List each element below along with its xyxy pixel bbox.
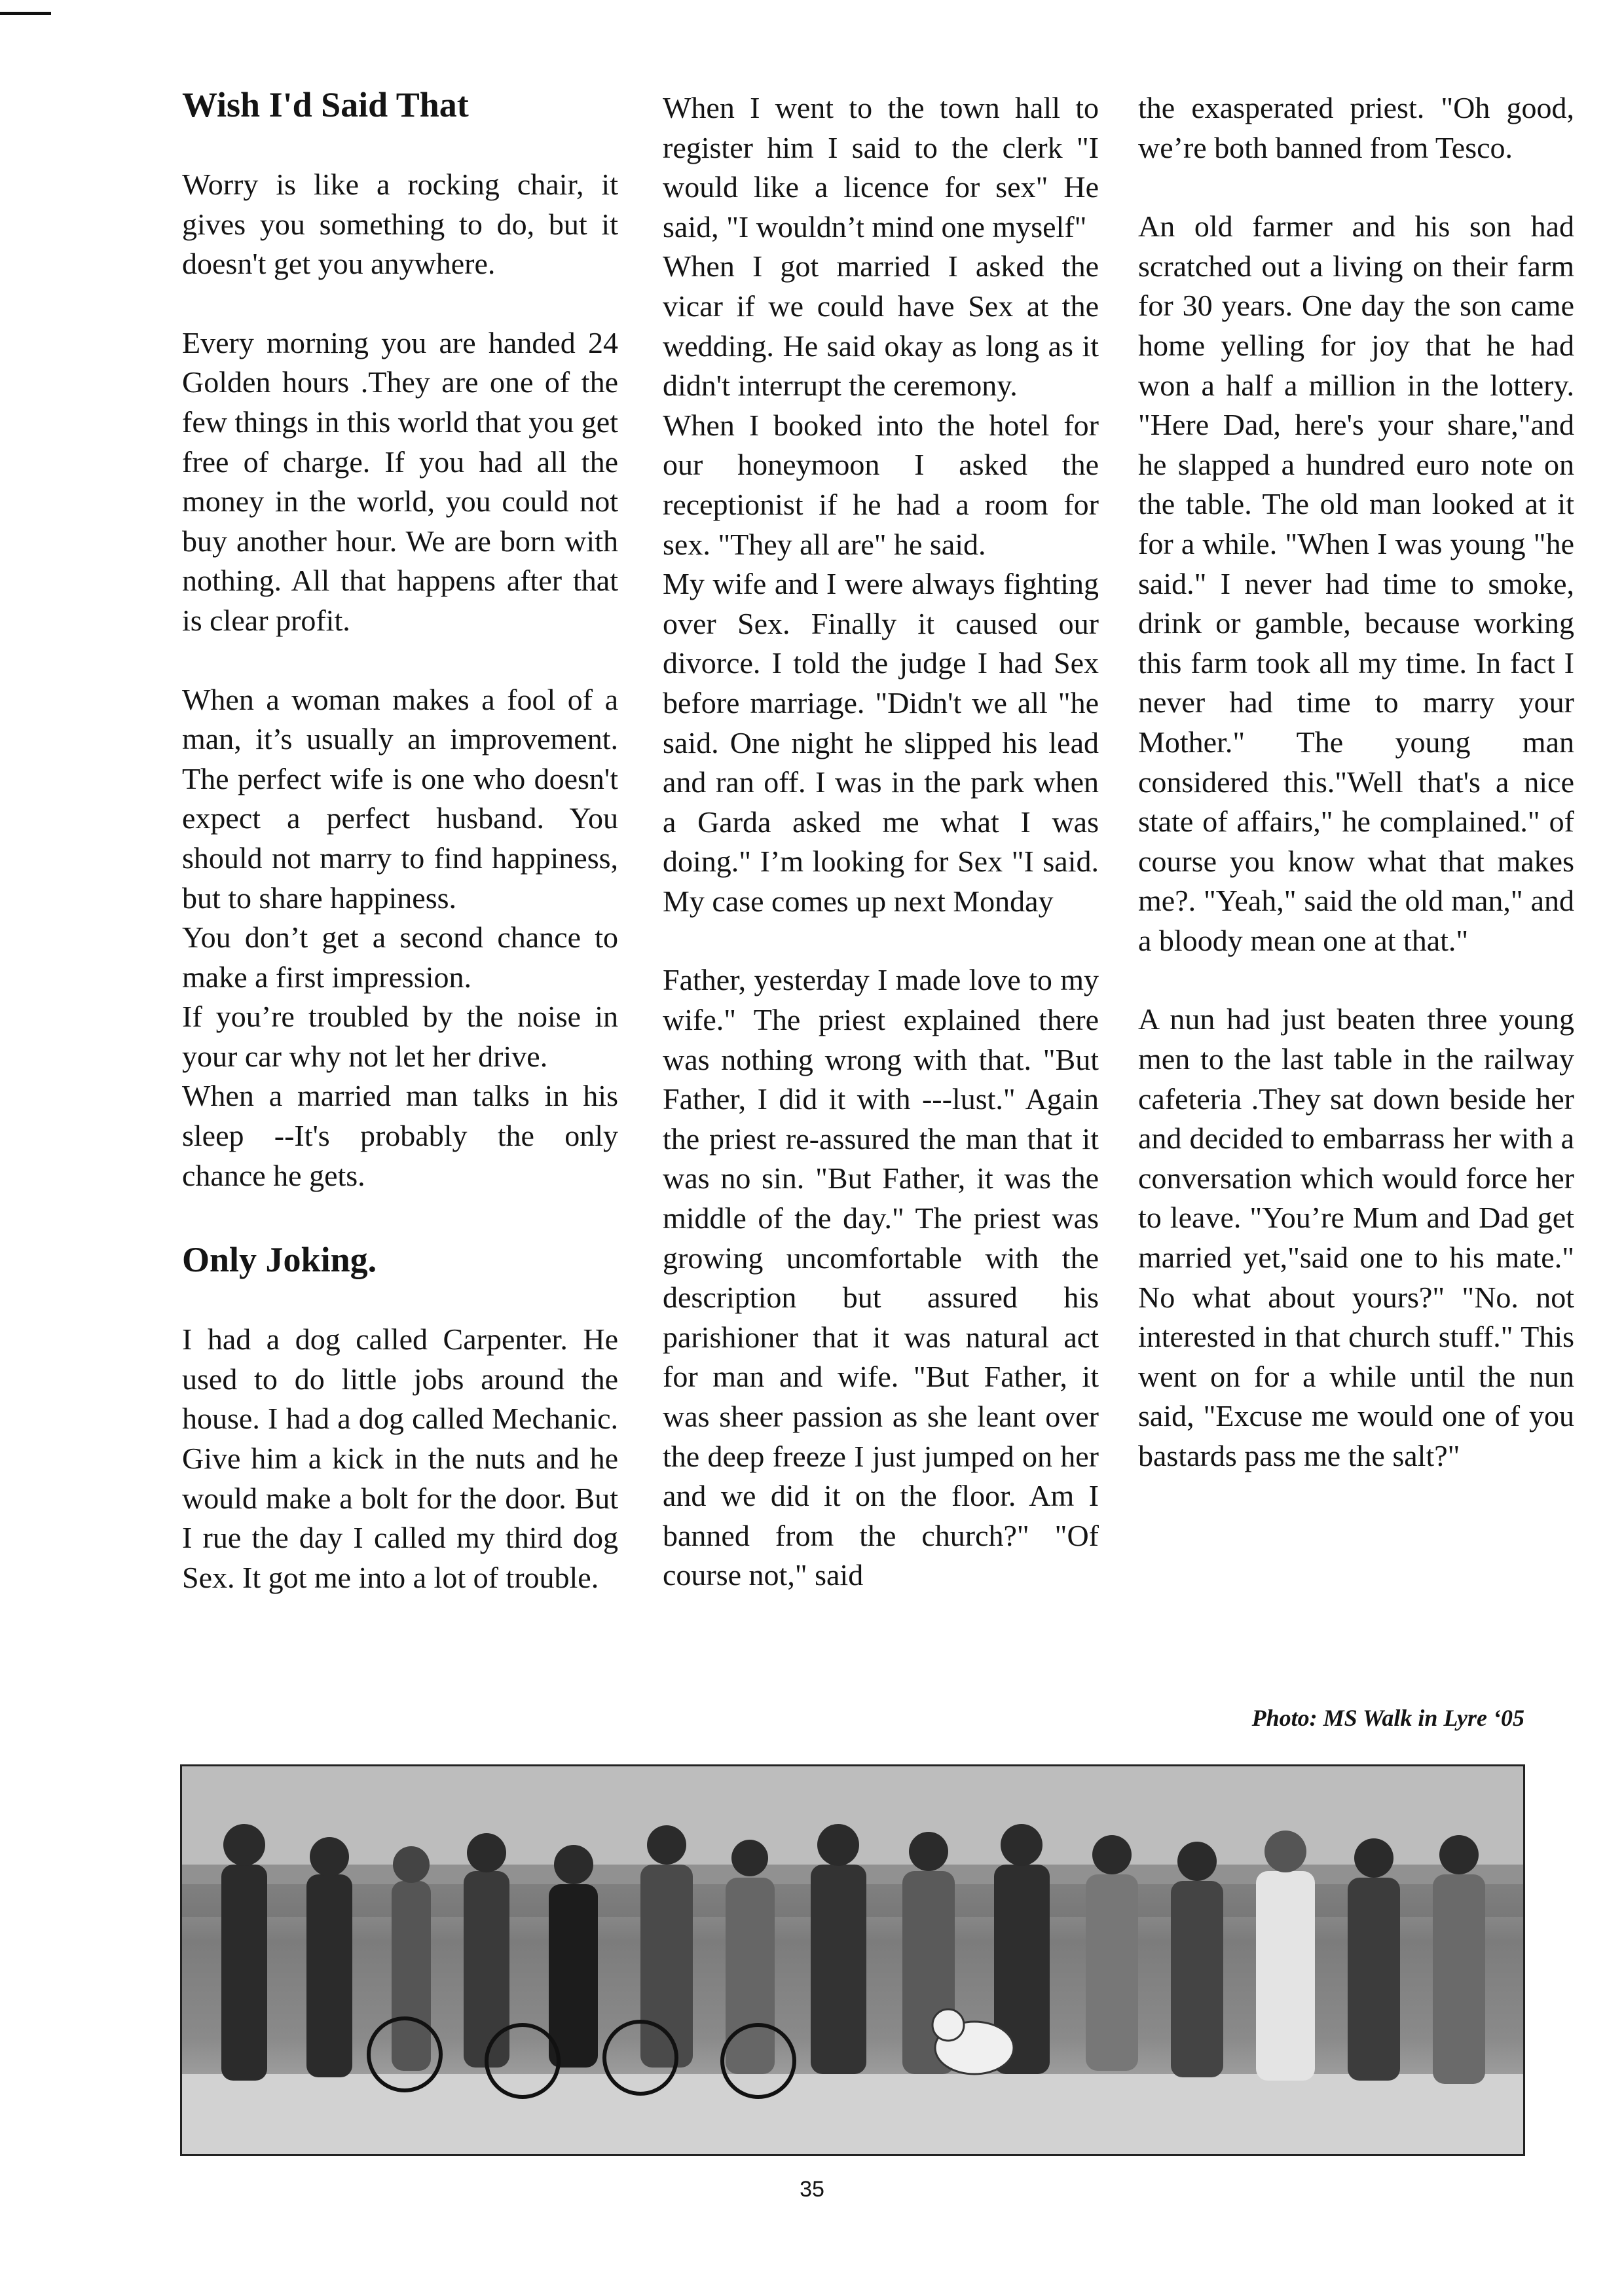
page-number: 35 [800, 2177, 824, 2202]
photo-caption: Photo: MS Walk in Lyre ‘05 [1251, 1705, 1524, 1731]
paragraph-nun: A nun had just beaten three young men to the last table in the railway cafeteria .They sat down beside her and decided to embarrass her with a conversation which would force her to leave. "You’re Mum and Dad get married yet,"said one to his mate." No what about yours?" "No. not interested in that church stuff." This went on for a while until the nun said, "Excuse me would one of you bastards pass me the salt?" [1138, 1002, 1574, 1472]
paragraph-dog-carpenter: I had a dog called Carpenter. He used to do little jobs around the house. I had a dog called Mechanic. Give him a kick in the nuts and he would make a bolt for the door. But I rue the day I called my third dog Sex. It got me into a lot of trouble. [182, 1322, 618, 1594]
paragraph-old-farmer: An old farmer and his son had scratched out a living on their farm for 30 years. One day the son came home yelling for joy that he had won a half a million in the lottery. "Here Dad, here's your share,"and he slapped a hundred euro note on the table. The old man looked at it for a while. "When I was young "he said." I never had time to smoke, drink or gamble, because working this farm took all my time. In fact I never had time to marry your Mother." The young man considered this."Well that's a nice state of affairs," he complained." of course you know what that makes me?. "Yeah," said the old man," and a bloody mean one at that." [1138, 210, 1574, 957]
paragraph-wedding: When I got married I asked the vicar if we could have Sex at the wedding. He said okay as long as it didn't interrupt the ceremony. [663, 249, 1099, 403]
scan-edge-mark [0, 12, 51, 15]
paragraph-exasperated-priest: the exasperated priest. "Oh good, we’re both banned from Tesco. [1138, 91, 1574, 164]
paragraph-honeymoon: When I booked into the hotel for our honeymoon I asked the receptionist if he had a room for sex. "They all are" he said. [663, 408, 1099, 561]
paragraph-worry: Worry is like a rocking chair, it gives you something to do, but it doesn't get you anywhere. [182, 168, 618, 281]
paragraph-married-man-sleep: When a married man talks in his sleep --It's probably the only chance he gets. [182, 1079, 618, 1192]
paragraph-town-hall: When I went to the town hall to register him I said to the clerk "I would like a licence for sex" He said, "I wouldn’t mind one myself" [663, 91, 1099, 244]
paragraph-first-impression: You don’t get a second chance to make a first impression. [182, 920, 618, 994]
heading-only-joking: Only Joking. [182, 1240, 377, 1280]
column-1 [182, 84, 618, 1597]
group-photo-illustration [182, 1766, 1523, 2154]
group-photo [180, 1764, 1525, 2156]
paragraph-noise-in-car: If you’re troubled by the noise in your car why not let her drive. [182, 1000, 618, 1073]
paragraph-woman-fool: When a woman makes a fool of a man, it’s usually an improvement. The perfect wife is one who doesn't expect a perfect husband. You should not marry to find happiness, but to share happiness. [182, 682, 618, 915]
column-3 [1138, 88, 1574, 1476]
paragraph-divorce: My wife and I were always fighting over Sex. Finally it caused our divorce. I told the judge I had Sex before marriage. "Didn't we all "he said. One night he slipped his lead and ran off. I was in the park when a Garda asked me what I was doing." I’m looking for Sex "I said. My case comes up next Monday [663, 567, 1099, 918]
column-2 [663, 88, 1099, 1595]
paragraph-golden-hours: Every morning you are handed 24 Golden hours .They are one of the few things in this world that you get free of charge. If you had all the money in the world, you could not buy another hour. We are born with nothing. All that happens after that is clear profit. [182, 325, 618, 637]
heading-wish-id-said-that: Wish I'd Said That [182, 85, 469, 124]
paragraph-father-confession: Father, yesterday I made love to my wife." The priest explained there was nothing wrong with that. "But Father, I did it with ---lust." Again the priest re-assured the man that it was no sin. "But Father, it was the middle of the day." The priest was growing uncomfortable with the description but assured his parishioner that it was natural act for man and wife. "But Father, it was sheer passion as she leant over the deep freeze I just jumped on her and we did it on the floor. Am I banned from the church?" "Of course not," said [663, 963, 1099, 1592]
